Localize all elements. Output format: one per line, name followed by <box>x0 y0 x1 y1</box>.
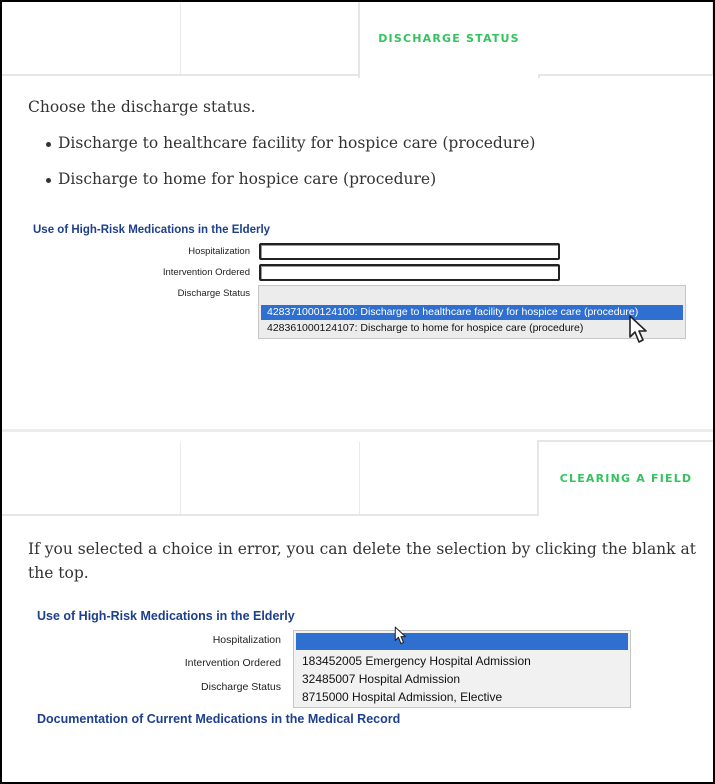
form-title: Use of High-Risk Medications in the Elderly <box>37 609 295 623</box>
dropdown-option-blank[interactable] <box>296 633 628 650</box>
section-divider <box>2 429 713 432</box>
tab-2[interactable] <box>181 442 360 516</box>
dropdown-option-blank[interactable] <box>261 288 683 304</box>
hospitalization-input[interactable] <box>259 243 560 260</box>
intro-text: If you selected a choice in error, you can delete the selection by clicking the blank at the top. <box>28 540 696 582</box>
dropdown-option[interactable]: 183452005 Emergency Hospital Admission <box>302 654 531 668</box>
field-label-discharge-status: Discharge Status <box>177 288 250 299</box>
tab-clearing-a-field[interactable] <box>537 440 713 516</box>
field-label-intervention-ordered: Intervention Ordered <box>184 657 281 669</box>
tab-2[interactable] <box>181 2 360 76</box>
form-title: Use of High-Risk Medications in the Elderly <box>33 224 271 236</box>
dropdown-option[interactable]: 32485007 Hospital Admission <box>302 672 461 686</box>
tab-strip-top <box>2 2 713 78</box>
field-label-hospitalization: Hospitalization <box>212 634 281 646</box>
field-label-hospitalization: Hospitalization <box>188 246 250 257</box>
tab-strip-bottom <box>2 440 713 516</box>
list-item: Discharge to healthcare facility for hospice care (procedure) <box>44 131 535 167</box>
tab-1[interactable] <box>2 442 181 516</box>
bullet-list <box>44 131 535 203</box>
page <box>2 2 713 782</box>
dropdown-option[interactable]: 428371000124100: Discharge to healthcare facility for hospice care (procedure) <box>261 305 683 320</box>
intro-text: Choose the discharge status. <box>28 98 256 116</box>
tab-discharge-status[interactable] <box>358 2 540 78</box>
field-label-intervention-ordered: Intervention Ordered <box>162 267 250 278</box>
next-section-heading: Documentation of Current Medications in the Medical Record <box>37 712 401 726</box>
dropdown-option[interactable]: 428361000124107: Discharge to home for hospice care (procedure) <box>267 322 584 334</box>
tab-4[interactable] <box>538 2 713 76</box>
tab-label: CLEARING A FIELD <box>559 472 693 485</box>
hospitalization-dropdown[interactable] <box>293 630 631 708</box>
dropdown-option[interactable]: 8715000 Hospital Admission, Elective <box>302 690 503 704</box>
list-item: Discharge to home for hospice care (procedure) <box>44 167 535 203</box>
discharge-status-dropdown[interactable] <box>258 285 686 339</box>
tab-3[interactable] <box>360 442 539 516</box>
mouse-pointer-icon <box>628 315 650 345</box>
intervention-ordered-input[interactable] <box>259 264 560 281</box>
tab-label: DISCHARGE STATUS <box>378 32 520 45</box>
field-label-discharge-status: Discharge Status <box>201 681 281 693</box>
tab-1[interactable] <box>2 2 181 76</box>
mouse-pointer-icon <box>394 626 408 646</box>
